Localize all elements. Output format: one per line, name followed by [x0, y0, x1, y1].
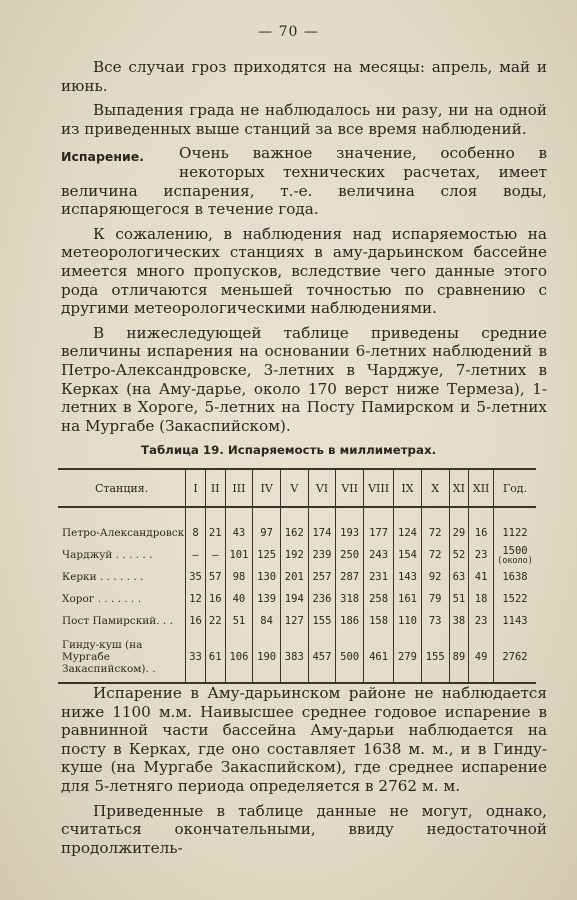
header-month: VII — [336, 469, 364, 507]
header-month: VI — [308, 469, 336, 507]
month-value-cell: 52 — [449, 544, 469, 566]
month-value-cell: 57 — [205, 566, 225, 588]
month-value-cell: 201 — [280, 566, 308, 588]
month-value-cell: 190 — [253, 632, 281, 683]
month-value-cell: 194 — [280, 588, 308, 610]
month-value-cell: 63 — [449, 566, 469, 588]
header-month: X — [421, 469, 449, 507]
year-total-value: 1638 — [502, 571, 528, 583]
year-total-value: 1122 — [502, 527, 528, 539]
table-row — [58, 566, 536, 588]
header-month: IV — [253, 469, 281, 507]
month-value-cell: 174 — [308, 522, 336, 544]
month-value-cell: 35 — [186, 566, 206, 588]
month-value-cell: 279 — [394, 632, 422, 683]
month-value-cell: — — [205, 544, 225, 566]
table-row — [58, 588, 536, 610]
page-number: — 70 — — [258, 24, 319, 40]
month-value-cell: — — [186, 544, 206, 566]
evaporation-table — [58, 468, 536, 684]
table-row — [58, 632, 536, 683]
header-month: III — [225, 469, 253, 507]
year-note: (около) — [497, 555, 533, 566]
table-row — [58, 544, 536, 566]
month-value-cell: 16 — [205, 588, 225, 610]
month-value-cell: 38 — [449, 610, 469, 632]
month-value-cell: 257 — [308, 566, 336, 588]
section-side-heading: Испарение. — [61, 149, 144, 165]
text-block-bottom — [61, 684, 547, 863]
header-month: II — [205, 469, 225, 507]
year-total-cell — [494, 632, 537, 683]
month-value-cell: 49 — [469, 632, 494, 683]
month-value-cell: 51 — [449, 588, 469, 610]
station-name-cell: Чарджуй . . . . . . — [62, 549, 153, 561]
paragraph-evaporation-text: Очень важное значение, особенно в некоторых технических расчетах, имеет величина испарения, т.-е. величина слоя воды, испаряющегося в течение года. — [61, 144, 547, 219]
paragraph-evaporation-intro — [61, 144, 547, 218]
month-value-cell: 231 — [363, 566, 393, 588]
table-row — [58, 610, 536, 632]
month-value-cell: 125 — [253, 544, 281, 566]
month-value-cell: 79 — [421, 588, 449, 610]
month-value-cell: 43 — [225, 522, 253, 544]
header-month: VIII — [363, 469, 393, 507]
month-value-cell: 97 — [253, 522, 281, 544]
year-total-cell — [494, 566, 537, 588]
paragraph-thunderstorms: Все случаи гроз приходятся на месяцы: апрель, май и июнь. — [61, 58, 547, 95]
month-value-cell: 461 — [363, 632, 393, 683]
month-value-cell: 51 — [225, 610, 253, 632]
month-value-cell: 92 — [421, 566, 449, 588]
month-value-cell: 41 — [469, 566, 494, 588]
year-total-value: 2762 — [502, 651, 528, 663]
month-value-cell: 84 — [253, 610, 281, 632]
paragraph-caveat: Приведенные в таблице данные не могут, однако, считаться окончательными, ввиду недостаточной продолжитель- — [61, 801, 547, 857]
paragraph-table-intro: В нижеследующей таблице приведены средние величины испарения на основании 6-летних наблюдений в Петро-Александровске, 3-летних в Чарджуе, 7-летних в Керках (на Аму-дарье, около 170 верст ниже Термеза), 1-летних в Хороге, 5-летних на Посту Памирском и 5-летних на Мургабе (Закаспийском). — [61, 323, 547, 435]
month-value-cell: 161 — [394, 588, 422, 610]
month-value-cell: 177 — [363, 522, 393, 544]
header-month: IX — [394, 469, 422, 507]
month-value-cell: 110 — [394, 610, 422, 632]
month-value-cell: 16 — [186, 610, 206, 632]
header-month: I — [186, 469, 206, 507]
year-total-cell — [494, 588, 537, 610]
station-name-cell: Керки . . . . . . . — [62, 571, 144, 583]
month-value-cell: 8 — [186, 522, 206, 544]
month-value-cell: 124 — [394, 522, 422, 544]
table-caption: Таблица 19. Испаряемость в миллиметрах. — [140, 443, 437, 457]
paragraph-summary: Испарение в Аму-дарьинском районе не наблюдается ниже 1100 м.м. Наивысшее среднее годовое испарение в равнинной части бассейна Аму-дарьи наблюдается на посту в Керках, где оно составляет 1638 м. м., и в Гинду-куше (на Мургабе Закаспийском), где среднее испарение для 5-летняго периода определяется в 2762 м. м. — [61, 684, 547, 795]
year-total-cell — [494, 610, 537, 632]
month-value-cell: 23 — [469, 544, 494, 566]
month-value-cell: 318 — [336, 588, 364, 610]
month-value-cell: 192 — [280, 544, 308, 566]
month-value-cell: 457 — [308, 632, 336, 683]
month-value-cell: 155 — [421, 632, 449, 683]
month-value-cell: 193 — [336, 522, 364, 544]
month-value-cell: 155 — [308, 610, 336, 632]
text-block-top — [61, 58, 547, 441]
month-value-cell: 383 — [280, 632, 308, 683]
month-value-cell: 236 — [308, 588, 336, 610]
year-total-value: 1500 — [502, 544, 528, 557]
station-name-cell: Хорог . . . . . . . — [62, 593, 142, 605]
month-value-cell: 29 — [449, 522, 469, 544]
month-value-cell: 287 — [336, 566, 364, 588]
month-value-cell: 33 — [186, 632, 206, 683]
month-value-cell: 40 — [225, 588, 253, 610]
month-value-cell: 127 — [280, 610, 308, 632]
year-total-value: 1143 — [502, 615, 528, 627]
month-value-cell: 239 — [308, 544, 336, 566]
station-name-cell: Петро-Александровск — [62, 527, 185, 539]
header-station: Станция. — [58, 469, 186, 507]
month-value-cell: 243 — [363, 544, 393, 566]
month-value-cell: 101 — [225, 544, 253, 566]
month-value-cell: 21 — [205, 522, 225, 544]
header-month: XII — [469, 469, 494, 507]
month-value-cell: 16 — [469, 522, 494, 544]
month-value-cell: 106 — [225, 632, 253, 683]
month-value-cell: 139 — [253, 588, 281, 610]
paragraph-gaps: К сожалению, в наблюдения над испаряемостью на метеорологических станциях в аму-дарьинском бассейне имеется много пропусков, вследствие чего данные этого рода отличаются меньшей точностью по сравнению с другими метеорологическими наблюдениями. — [61, 224, 547, 318]
month-value-cell: 61 — [205, 632, 225, 683]
month-value-cell: 250 — [336, 544, 364, 566]
paragraph-hail: Выпадения града не наблюдалось ни разу, ни на одной из приведенных выше станций за все время наблюдений. — [61, 101, 547, 138]
month-value-cell: 22 — [205, 610, 225, 632]
station-name-cell: Пост Памирский. . . — [62, 615, 173, 627]
month-value-cell: 158 — [363, 610, 393, 632]
month-value-cell: 130 — [253, 566, 281, 588]
header-year: Год. — [494, 469, 537, 507]
year-total-value: 1522 — [502, 593, 528, 605]
month-value-cell: 186 — [336, 610, 364, 632]
table-row — [58, 522, 536, 544]
header-month: XI — [449, 469, 469, 507]
month-value-cell: 500 — [336, 632, 364, 683]
month-value-cell: 154 — [394, 544, 422, 566]
station-name-cell: Гинду-куш (на Мургабе Закаспийском). . — [58, 632, 186, 683]
table-header-row — [58, 469, 536, 507]
month-value-cell: 89 — [449, 632, 469, 683]
header-month: V — [280, 469, 308, 507]
month-value-cell: 98 — [225, 566, 253, 588]
month-value-cell: 143 — [394, 566, 422, 588]
month-value-cell: 23 — [469, 610, 494, 632]
month-value-cell: 162 — [280, 522, 308, 544]
month-value-cell: 72 — [421, 544, 449, 566]
month-value-cell: 258 — [363, 588, 393, 610]
month-value-cell: 72 — [421, 522, 449, 544]
month-value-cell: 12 — [186, 588, 206, 610]
year-total-cell — [494, 522, 537, 544]
month-value-cell: 73 — [421, 610, 449, 632]
month-value-cell: 18 — [469, 588, 494, 610]
year-total-cell — [494, 544, 537, 566]
